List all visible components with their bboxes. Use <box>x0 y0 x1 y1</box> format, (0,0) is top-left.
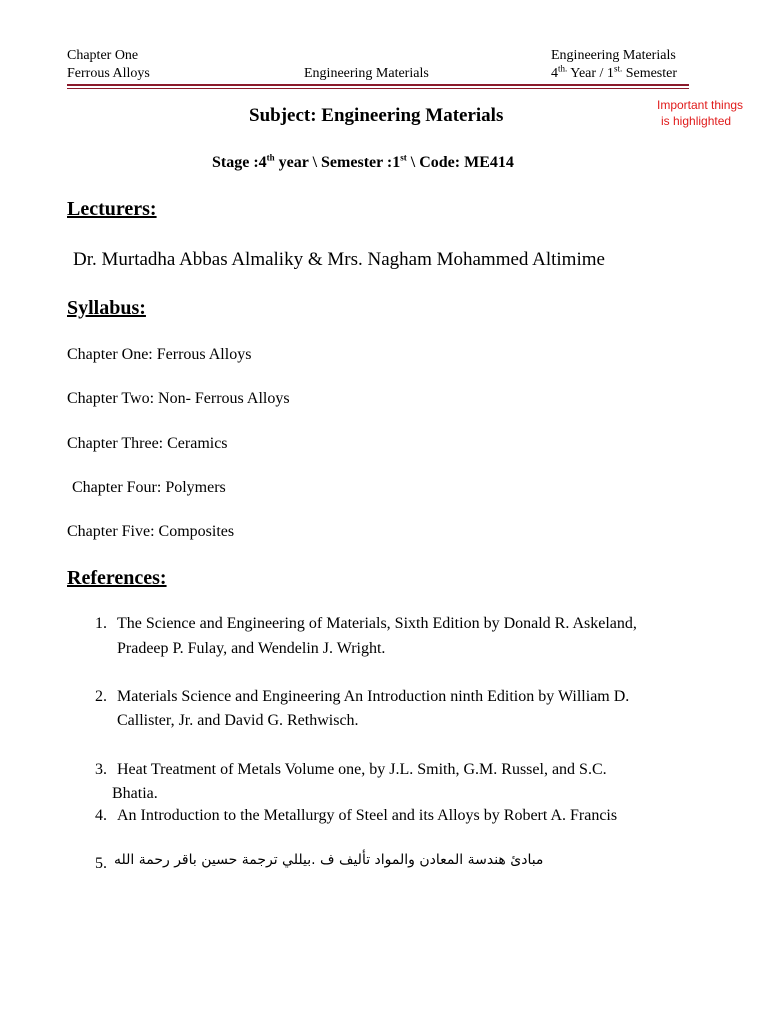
header-rule-thick <box>67 84 689 86</box>
reference-text: The Science and Engineering of Materials, Sixth Edition by Donald R. Askeland, <box>117 615 637 632</box>
lecturers-heading: Lecturers: <box>67 198 157 220</box>
stage-line: Stage :4th year \ Semester :1st \ Code: ME414 <box>212 152 514 171</box>
reference-text-cont: Bhatia. <box>112 785 158 802</box>
lecturers-names: Dr. Murtadha Abbas Almaliky & Mrs. Nagham Mohammed Altimime <box>73 249 605 270</box>
syllabus-heading: Syllabus: <box>67 297 146 319</box>
references-heading: References: <box>67 567 167 589</box>
page-title: Subject: Engineering Materials <box>249 105 504 126</box>
header-year-semester: $4^{th.}$ Year / $1^{st.}$ Semester <box>551 63 678 81</box>
syllabus-item: Chapter Five: Composites <box>67 523 235 540</box>
highlight-note-line1: Important things <box>657 98 744 112</box>
reference-text-cont: Callister, Jr. and David G. Rethwisch. <box>117 712 359 729</box>
reference-number: 4. <box>95 807 107 824</box>
reference-text-arabic: مبادئ هندسة المعادن والمواد تأليف ف .بيللي ترجمة حسين باقر رحمة الله <box>114 852 544 868</box>
reference-number: 2. <box>95 688 107 705</box>
header-course-right: Engineering Materials <box>551 48 676 63</box>
reference-text: An Introduction to the Metallurgy of Steel and its Alloys by Robert A. Francis <box>117 807 618 824</box>
syllabus-item: Chapter Two: Non- Ferrous Alloys <box>67 390 290 407</box>
highlight-note-line2: is highlighted <box>661 114 732 128</box>
syllabus-item: Chapter One: Ferrous Alloys <box>67 346 252 363</box>
syllabus-item: Chapter Three: Ceramics <box>67 435 228 452</box>
header-chapter-title: Ferrous Alloys <box>67 66 150 81</box>
reference-number: 5. <box>95 855 107 872</box>
header-course: Engineering Materials <box>304 66 429 81</box>
reference-number: 3. <box>95 761 107 778</box>
header-rule-thin <box>67 88 689 89</box>
reference-text: Heat Treatment of Metals Volume one, by J.L. Smith, G.M. Russel, and S.C. <box>117 761 607 778</box>
syllabus-item: Chapter Four: Polymers <box>72 479 226 496</box>
reference-text: Materials Science and Engineering An Introduction ninth Edition by William D. <box>117 688 630 705</box>
reference-number: 1. <box>95 615 107 632</box>
reference-text-cont: Pradeep P. Fulay, and Wendelin J. Wright. <box>117 640 386 657</box>
header-chapter: Chapter One <box>67 48 139 63</box>
